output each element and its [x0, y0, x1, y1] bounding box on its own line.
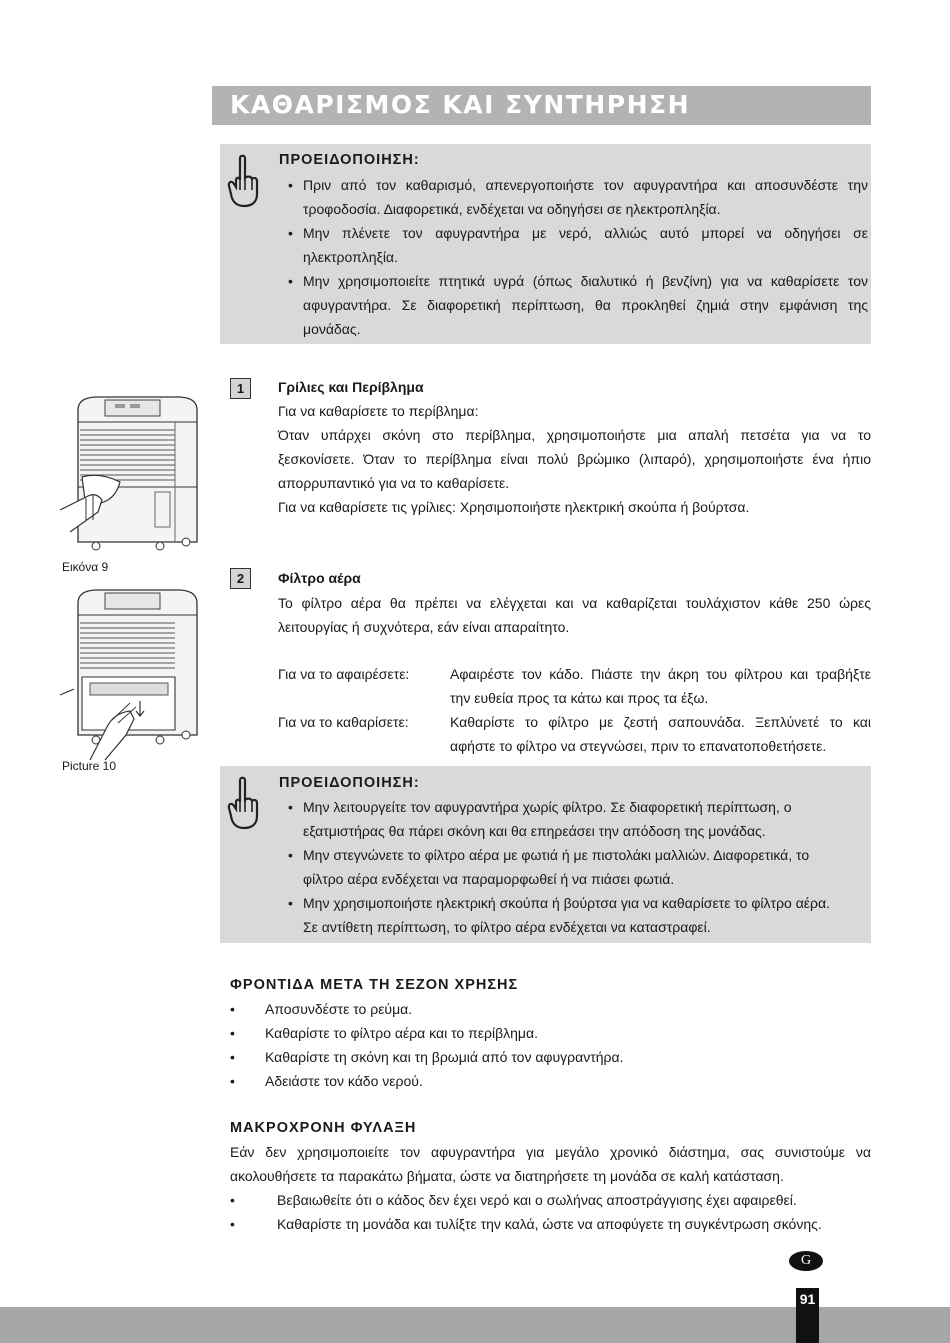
- list-item-text: Καθαρίστε το φίλτρο αέρα και το περίβλημα.: [265, 1025, 538, 1041]
- warning-heading: ΠΡΟΕΙΔΟΠΟΙΗΣΗ:: [279, 152, 420, 168]
- warning-item-text: Μην χρησιμοποιήστε ηλεκτρική σκούπα ή βούρτσα για να καθαρίσετε το φίλτρο αέρα. Σε αντίθετη περίπτωση, το φίλτρο αέρα ενδέχεται να καταστραφεί.: [303, 895, 830, 935]
- storage-intro: Εάν δεν χρησιμοποιείτε τον αφυγραντήρα για μεγάλο χρονικό διάστημα, σας συνιστούμε να: [230, 1144, 871, 1160]
- warning-item: [279, 795, 839, 843]
- warning-item: [279, 269, 868, 341]
- list-item: [230, 1212, 871, 1236]
- title-bar: [212, 86, 871, 125]
- list-item: [230, 1045, 871, 1069]
- warning-item-text: Μην στεγνώνετε το φίλτρο αέρα με φωτιά ή με πιστολάκι μαλλιών. Διαφορετικά, το φίλτρο αέρα ενδέχεται να παραμορφωθεί ή να πιάσει φωτιά.: [303, 847, 810, 887]
- warning-item: [279, 173, 868, 221]
- warning-item-text: Μην πλένετε τον αφυγραντήρα με νερό, αλλιώς αυτό μπορεί να οδηγήσει σε ηλεκτροπληξία.: [303, 225, 868, 265]
- storage-list: [230, 1188, 871, 1236]
- dehumidifier-wipe-illustration: [60, 392, 210, 557]
- list-item: [230, 997, 871, 1021]
- step1-line: Όταν υπάρχει σκόνη στο περίβλημα, χρησιμοποιήστε μια απαλή πετσέτα για να το: [278, 427, 871, 443]
- remove-label: Για να το αφαιρέσετε:: [278, 666, 410, 682]
- warning-item: [279, 221, 868, 269]
- clean-instruction: αφήστε το φίλτρο να στεγνώσει, πριν το επανατοποθετήσετε.: [450, 738, 827, 754]
- step1-line: Για να καθαρίσετε τις γρίλιες: Χρησιμοποιήστε ηλεκτρική σκούπα ή βούρτσα.: [278, 499, 750, 515]
- bullet-icon: •: [230, 1073, 235, 1089]
- season-care-heading: ΦΡΟΝΤΙΔΑ ΜΕΤΑ ΤΗ ΣΕΖΟΝ ΧΡΗΣΗΣ: [230, 977, 519, 993]
- bullet-icon: •: [230, 1216, 235, 1232]
- step2-line: Το φίλτρο αέρα θα πρέπει να ελέγχεται και να καθαρίζεται τουλάχιστον κάθε 250 ώρες: [278, 595, 871, 611]
- list-item-text: Βεβαιωθείτε ότι ο κάδος δεν έχει νερό και ο σωλήνας αποστράγγισης έχει αφαιρεθεί.: [277, 1192, 797, 1208]
- list-item: [230, 1069, 871, 1093]
- language-badge: G: [789, 1251, 823, 1271]
- step2-title: Φίλτρο αέρα: [278, 570, 361, 586]
- list-item: [230, 1188, 871, 1212]
- warning-item-text: Μην χρησιμοποιείτε πτητικά υγρά (όπως διαλυτικό ή βενζίνη) για να καθαρίσετε τον αφυγραντήρα. Σε διαφορετική περίπτωση, θα προκληθεί ζημιά στην εμφάνιση της μονάδας.: [303, 273, 868, 337]
- figure-caption-10: Picture 10: [62, 759, 117, 773]
- step-number-1: 1: [230, 378, 251, 399]
- list-item-text: Αδειάστε τον κάδο νερού.: [265, 1073, 423, 1089]
- page-number: 91: [799, 1291, 816, 1307]
- step1-line: ξεσκονίσετε. Όταν το περίβλημα είναι πολύ βρώμικο (λιπαρό), χρησιμοποιήστε ένα ήπιο: [278, 451, 871, 467]
- list-item: [230, 1021, 871, 1045]
- warning-box-2: [220, 766, 871, 943]
- pointing-hand-icon: [226, 776, 260, 830]
- step1-line: Για να καθαρίσετε το περίβλημα:: [278, 403, 479, 419]
- clean-label: Για να το καθαρίσετε:: [278, 714, 409, 730]
- step2-line: λειτουργίας ή συχνότερα, εάν είναι απαραίτητο.: [278, 619, 570, 635]
- pointing-hand-icon: [226, 154, 260, 208]
- step1-title: Γρίλιες και Περίβλημα: [278, 379, 424, 395]
- storage-intro: ακολουθήσετε τα παρακάτω βήματα, ώστε να διατηρήσετε τη μονάδα σε καλή κατάσταση.: [230, 1168, 784, 1184]
- bullet-icon: •: [230, 1025, 235, 1041]
- filter-removal-illustration: [60, 585, 210, 760]
- warning-item: [279, 891, 839, 939]
- bullet-icon: •: [230, 1049, 235, 1065]
- page-title: ΚΑΘΑΡΙΣΜΟΣ ΚΑΙ ΣΥΝΤΗΡΗΣΗ: [230, 90, 690, 119]
- warning-item-text: Μην λειτουργείτε τον αφυγραντήρα χωρίς φίλτρο. Σε διαφορετική περίπτωση, ο εξατμιστήρας θα πάρει σκόνη και θα επηρεάσει την απόδοση της μονάδας.: [303, 799, 792, 839]
- warning-list: [279, 173, 868, 341]
- warning-item: [279, 843, 839, 891]
- warning-heading: ΠΡΟΕΙΔΟΠΟΙΗΣΗ:: [279, 775, 420, 791]
- warning-box-1: [220, 144, 871, 344]
- bullet-icon: •: [230, 1001, 235, 1017]
- list-item-text: Καθαρίστε τη σκόνη και τη βρωμιά από τον αφυγραντήρα.: [265, 1049, 624, 1065]
- list-item-text: Αποσυνδέστε το ρεύμα.: [265, 1001, 413, 1017]
- step-number-2: 2: [230, 568, 251, 589]
- warning-item-text: Πριν από τον καθαρισμό, απενεργοποιήστε τον αφυγραντήρα και αποσυνδέστε την τροφοδοσία. Διαφορετικά, ενδέχεται να οδηγήσει σε ηλεκτροπληξία.: [303, 177, 868, 217]
- list-item-text: Καθαρίστε τη μονάδα και τυλίξτε την καλά, ώστε να αποφύγετε τη συγκέντρωση σκόνης.: [277, 1216, 822, 1232]
- season-care-list: [230, 997, 871, 1093]
- page-number-box: [796, 1288, 819, 1343]
- warning-list: [279, 795, 839, 939]
- bullet-icon: •: [230, 1192, 235, 1208]
- figure-caption-9: Εικόνα 9: [62, 560, 109, 574]
- remove-instruction: την ευθεία προς τα κάτω και προς τα έξω.: [450, 690, 709, 706]
- storage-heading: ΜΑΚΡΟΧΡΟΝΗ ΦΥΛΑΞΗ: [230, 1120, 417, 1136]
- remove-instruction: Αφαιρέστε τον κάδο. Πιάστε την άκρη του φίλτρου και τραβήξτε: [450, 666, 871, 682]
- clean-instruction: Καθαρίστε το φίλτρο με ζεστή σαπουνάδα. Ξεπλύνετέ το και: [450, 714, 871, 730]
- step1-line: απορρυπαντικό για να το καθαρίσετε.: [278, 475, 510, 491]
